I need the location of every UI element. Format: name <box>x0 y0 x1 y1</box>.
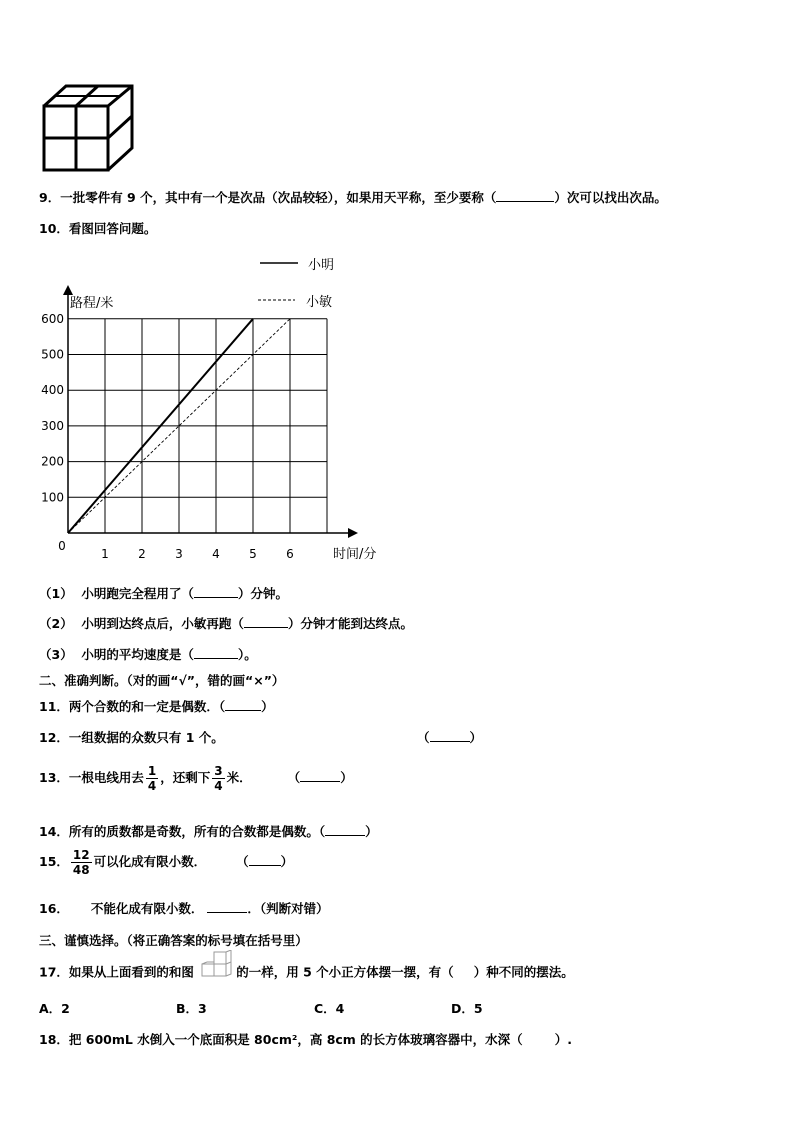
x-tick-label: 6 <box>286 547 294 561</box>
question-number: 18． <box>39 1032 69 1047</box>
question-number: 15． <box>39 854 69 869</box>
answer-blank[interactable] <box>207 900 247 913</box>
answer-blank[interactable] <box>225 698 261 711</box>
question-number: 12． <box>39 730 69 745</box>
section-2-title: 二、准确判断。（对的画“√”，错的画“×”） <box>39 673 285 688</box>
question-text: 所有的质数都是奇数，所有的合数都是偶数。（ <box>68 824 326 839</box>
question-text: 可以化成有限小数． <box>93 854 207 869</box>
y-tick-label: 200 <box>41 454 64 469</box>
question-text: 如果从上面看到的和图 <box>68 964 194 980</box>
answer-blank[interactable] <box>325 823 365 836</box>
answer-blank[interactable] <box>249 853 281 866</box>
fraction-denominator: 4 <box>147 779 157 793</box>
question-10-2 <box>39 614 413 632</box>
option-c[interactable]: C．4 <box>314 1001 345 1016</box>
answer-blank[interactable] <box>496 189 554 202</box>
question-text-end: ）次可以找出次品。 <box>554 190 667 205</box>
question-text: 一批零件有 9 个，其中有一个是次品（次品较轻），如果用天平称，至少要称（ <box>60 190 497 205</box>
y-tick-label: 100 <box>41 490 64 505</box>
option-d[interactable]: D．5 <box>451 1001 483 1016</box>
question-9 <box>39 188 667 206</box>
sub-label: （2） <box>39 616 73 631</box>
question-text: 米． <box>226 770 252 785</box>
fraction-numerator: 3 <box>214 764 223 778</box>
bracket-open: （ <box>236 854 249 869</box>
sub-text: 小明到达终点后，小敏再跑（ <box>81 616 244 631</box>
x-axis-label: 时间/分 <box>333 547 377 562</box>
question-text: 的一样，用 5 个小正方体摆一摆，有（ <box>236 964 454 980</box>
question-text-end: ） <box>365 824 378 839</box>
question-text-end: ）. <box>554 1032 572 1047</box>
sub-label: （3） <box>39 647 73 662</box>
fraction-denominator: 4 <box>214 779 223 793</box>
question-10 <box>39 219 156 237</box>
question-text: 把 600mL 水倒入一个底面积是 80cm²，高 8cm 的长方体玻璃容器中，水深（ <box>68 1032 523 1047</box>
answer-blank[interactable] <box>300 769 340 782</box>
question-18 <box>39 1030 572 1048</box>
y-axis-label: 路程/米 <box>70 296 114 311</box>
legend-label: 小敏 <box>306 295 333 310</box>
question-text: 一组数据的众数只有 1 个。 <box>68 730 224 745</box>
question-12-bracket <box>417 728 482 746</box>
fraction <box>71 848 92 877</box>
question-14 <box>39 822 378 840</box>
question-text: 两个合数的和一定是偶数．（ <box>68 699 226 714</box>
question-10-1 <box>39 584 288 602</box>
y-tick-label: 400 <box>41 383 64 398</box>
option-b[interactable]: B．3 <box>176 1001 207 1016</box>
x-axis-arrow <box>348 528 358 538</box>
option-a[interactable]: A．2 <box>39 1001 70 1016</box>
y-axis-arrow <box>63 285 73 295</box>
question-17 <box>39 962 574 984</box>
question-number: 13． <box>39 770 69 785</box>
fraction-numerator: 1 <box>147 764 157 778</box>
answer-blank[interactable] <box>194 585 238 598</box>
y-tick-label: 300 <box>41 418 64 433</box>
sub-label: （1） <box>39 586 73 601</box>
question-number: 17． <box>39 964 69 980</box>
distance-time-chart <box>30 250 400 570</box>
y-tick-label: 500 <box>41 347 64 362</box>
x-tick-label: 1 <box>101 547 109 561</box>
question-text-end: ）种不同的摆法。 <box>473 964 574 980</box>
sub-text: 小明跑完全程用了（ <box>81 586 194 601</box>
question-text: 不能化成有限小数． <box>90 901 204 916</box>
answer-blank[interactable] <box>244 615 288 628</box>
bracket-open: （ <box>287 770 301 785</box>
sub-text: 小明的平均速度是（ <box>81 647 194 662</box>
question-text: 一根电线用去 <box>68 770 144 785</box>
x-tick-label: 4 <box>212 547 220 561</box>
answer-blank[interactable] <box>430 729 470 742</box>
question-number: 14． <box>39 824 69 839</box>
section-3-title: 三、谨慎选择。（将正确答案的标号填在括号里） <box>39 933 308 948</box>
sub-text-end: ）分钟才能到达终点。 <box>287 616 413 631</box>
fraction <box>146 764 158 793</box>
cube-figure <box>40 78 140 174</box>
question-11 <box>39 697 274 715</box>
bracket-close: ） <box>280 854 294 869</box>
x-tick-label: 3 <box>175 547 183 561</box>
question-text-end: ） <box>261 699 274 714</box>
y-tick-label: 600 <box>41 311 64 326</box>
fraction <box>212 764 224 793</box>
question-text: 看图回答问题。 <box>68 221 157 236</box>
question-13 <box>39 764 353 793</box>
question-number: 16． <box>39 901 69 916</box>
question-number: 9． <box>39 190 61 205</box>
sub-text-end: ）分钟。 <box>237 586 288 601</box>
question-10-3 <box>39 645 257 663</box>
question-16 <box>39 899 329 917</box>
fraction-denominator: 48 <box>72 863 90 877</box>
bracket-open: （ <box>417 730 430 745</box>
question-12 <box>39 728 224 746</box>
fraction-numerator: 12 <box>72 848 90 862</box>
question-15 <box>39 848 293 877</box>
bracket-close: ） <box>340 770 353 785</box>
question-text: ，还剩下 <box>160 770 211 785</box>
origin-label: 0 <box>58 539 66 553</box>
question-text-end: ．（判断对错） <box>247 901 329 916</box>
legend-label: 小明 <box>308 258 335 273</box>
sub-text-end: ）。 <box>237 647 257 662</box>
x-tick-label: 2 <box>138 547 146 561</box>
question-number: 11． <box>39 699 69 714</box>
question-number: 10． <box>39 221 69 236</box>
top-view-figure <box>200 950 234 984</box>
x-tick-label: 5 <box>249 547 257 561</box>
answer-blank[interactable] <box>194 646 238 659</box>
bracket-close: ） <box>469 730 483 745</box>
